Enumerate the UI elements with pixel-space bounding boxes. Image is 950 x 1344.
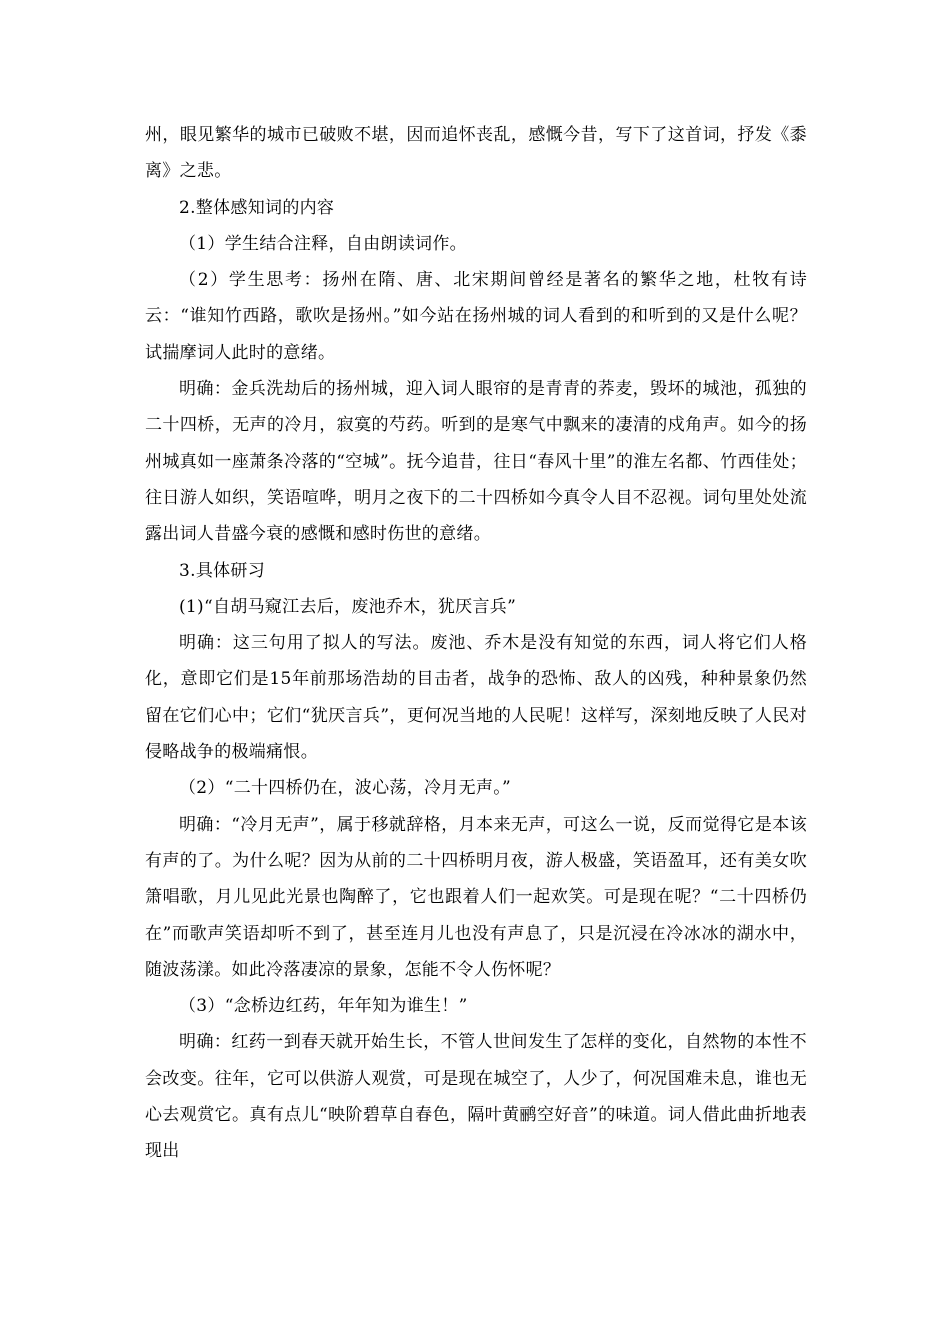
answer-paragraph-1: 明确：金兵洗劫后的扬州城，迎入词人眼帘的是青青的荞麦，毁坏的城池，孤独的二十四桥，无声的冷月，寂寞的芍药。听到的是寒气中飘来的凄清的戍角声。如今的扬州城真如一座萧条冷落的“空城”。抚今追昔，往日“春风十里”的淮左名都、竹西佳处；往日游人如织，笑语喧哗，明月之夜下的二十四桥如今真令人目不忍视。词句里处处流露出词人昔盛今衰的感慨和感时伤世的意绪。 bbox=[145, 379, 807, 545]
section-heading-detailed-study: 3.具体研习 bbox=[179, 560, 266, 581]
answer-paragraph-2: 明确：这三句用了拟人的写法。废池、乔木是没有知觉的东西，词人将它们人格化，意即它们是15年前那场浩劫的目击者，战争的恐怖、敌人的凶残，种种景象仍然留在它们心中；它们“犹厌言兵”，更何况当地的人民呢！这样写，深刻地反映了人民对侵略战争的极端痛恨。 bbox=[145, 633, 807, 763]
quote-item-3: （3）“念桥边红药，年年知为谁生！” bbox=[179, 996, 468, 1017]
item-2-student-thinking: （2）学生思考：扬州在隋、唐、北宋期间曾经是著名的繁华之地，杜牧有诗云：“谁知竹西路，歌吹是扬州。”如今站在扬州城的词人看到的和听到的又是什么呢？试揣摩词人此时的意绪。 bbox=[145, 270, 807, 363]
section-heading-overall-perception: 2.整体感知词的内容 bbox=[179, 197, 335, 218]
paragraph-continuation: 州，眼见繁华的城市已破败不堪，因而追怀丧乱，感慨今昔，写下了这首词，抒发《黍离》之悲。 bbox=[145, 125, 807, 182]
quote-item-1: (1)“自胡马窥江去后，废池乔木，犹厌言兵” bbox=[179, 596, 517, 617]
answer-paragraph-4: 明确：红药一到春天就开始生长，不管人世间发生了怎样的变化，自然物的本性不会改变。往年，它可以供游人观赏，可是现在城空了，人少了，何况国难未息，谁也无心去观赏它。真有点儿“映阶碧草自春色，隔叶黄鹂空好音”的味道。词人借此曲折地表现出 bbox=[145, 1032, 807, 1162]
item-1-read-aloud: （1）学生结合注释，自由朗读词作。 bbox=[179, 233, 467, 254]
quote-item-2: （2）“二十四桥仍在，波心荡，冷月无声。” bbox=[179, 778, 511, 799]
document-body bbox=[145, 117, 807, 1170]
answer-paragraph-3: 明确：“冷月无声”，属于移就辞格，月本来无声，可这么一说，反而觉得它是本该有声的了。为什么呢？因为从前的二十四桥明月夜，游人极盛，笑语盈耳，还有美女吹箫唱歌，月儿见此光景也陶醉了，它也跟着人们一起欢笑。可是现在呢？“二十四桥仍在”而歌声笑语却听不到了，甚至连月儿也没有声息了，只是沉浸在冷冰冰的湖水中，随波荡漾。如此冷落凄凉的景象，怎能不令人伤怀呢？ bbox=[145, 814, 807, 980]
